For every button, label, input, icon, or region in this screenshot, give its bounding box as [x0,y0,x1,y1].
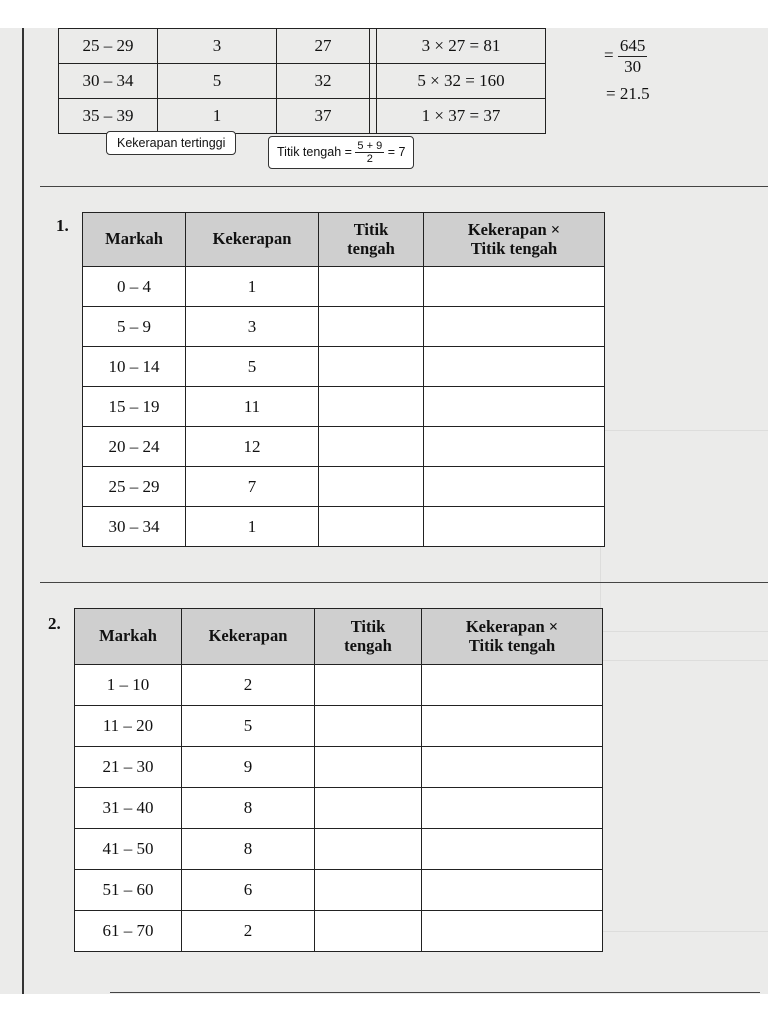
frequency-cell: 1 [186,267,319,307]
product-answer-cell[interactable] [424,347,605,387]
table-row [75,829,603,870]
table-header-row [75,609,603,665]
table-row [59,64,546,99]
class-range-cell: 51 – 60 [75,870,182,911]
section-divider [40,186,768,187]
class-range-cell: 1 – 10 [75,665,182,706]
midpoint-formula-note [268,136,414,169]
product-answer-cell[interactable] [422,665,603,706]
product-answer-cell[interactable] [422,870,603,911]
class-range-cell: 25 – 29 [83,467,186,507]
frequency-cell: 1 [158,99,277,134]
midpoint-answer-cell[interactable] [319,347,424,387]
midpoint-answer-cell[interactable] [319,387,424,427]
frequency-cell: 3 [158,29,277,64]
header-line: Titik tengah [470,238,558,258]
class-range-cell: 41 – 50 [75,829,182,870]
table-row [83,387,605,427]
frequency-cell: 3 [186,307,319,347]
midpoint-answer-cell[interactable] [315,706,422,747]
midpoint-answer-cell[interactable] [315,870,422,911]
midpoint-answer-cell[interactable] [319,307,424,347]
table-row [75,706,603,747]
bleed-through-shape [600,430,768,632]
header-titik-tengah [319,213,424,267]
question-1-table [82,212,605,547]
class-range-cell: 30 – 34 [83,507,186,547]
table-row [83,307,605,347]
fraction-denominator: 30 [624,57,642,76]
page-bottom-edge [110,992,760,993]
frequency-cell: 6 [182,870,315,911]
class-range-cell: 61 – 70 [75,911,182,952]
section-divider [40,582,768,583]
question-2-table [74,608,603,952]
class-range-cell: 35 – 39 [59,99,158,134]
product-answer-cell[interactable] [422,911,603,952]
product-answer-cell[interactable] [424,467,605,507]
mean-fraction [618,36,648,77]
header-markah: Markah [75,609,182,665]
class-range-cell: 0 – 4 [83,267,186,307]
table-row [83,507,605,547]
midpoint-answer-cell[interactable] [319,507,424,547]
midpoint-fraction [355,140,384,165]
header-line: tengah [347,238,395,258]
class-range-cell: 30 – 34 [59,64,158,99]
mean-calculation [604,36,647,77]
table-row [59,29,546,64]
midpoint-answer-cell[interactable] [315,911,422,952]
header-markah: Markah [83,213,186,267]
class-range-cell: 15 – 19 [83,387,186,427]
fraction-denominator: 2 [366,153,373,165]
bleed-through-shape [580,660,768,932]
midpoint-answer-cell[interactable] [315,829,422,870]
class-range-cell: 5 – 9 [83,307,186,347]
table-row [75,911,603,952]
column-divider [370,29,377,64]
header-line: tengah [344,635,392,655]
table-row [83,267,605,307]
frequency-cell: 2 [182,911,315,952]
frequency-cell: 7 [186,467,319,507]
midpoint-cell: 32 [277,64,370,99]
header-line: Kekerapan × [467,219,561,239]
class-range-cell: 31 – 40 [75,788,182,829]
product-cell: 1 × 37 = 37 [377,99,546,134]
header-line: Titik tengah [468,635,556,655]
frequency-cell: 5 [182,706,315,747]
column-divider [370,99,377,134]
example-table [58,28,546,134]
table-row [83,427,605,467]
frequency-cell: 9 [182,747,315,788]
frequency-cell: 5 [158,64,277,99]
product-answer-cell[interactable] [424,307,605,347]
mean-result: = 21.5 [606,84,650,103]
class-range-cell: 20 – 24 [83,427,186,467]
question-number: 1. [56,216,69,235]
midpoint-formula-result: = 7 [387,144,406,159]
table-row [75,747,603,788]
product-answer-cell[interactable] [422,829,603,870]
product-answer-cell[interactable] [424,387,605,427]
header-line: Titik [350,616,386,636]
class-range-cell: 11 – 20 [75,706,182,747]
frequency-cell: 12 [186,427,319,467]
class-range-cell: 10 – 14 [83,347,186,387]
frequency-cell: 1 [186,507,319,547]
header-line: Titik [353,219,389,239]
page-margin-line [22,28,24,994]
midpoint-answer-cell[interactable] [315,788,422,829]
table-row [83,347,605,387]
frequency-cell: 5 [186,347,319,387]
table-header-row [83,213,605,267]
midpoint-answer-cell[interactable] [315,665,422,706]
header-product [424,213,605,267]
frequency-cell: 2 [182,665,315,706]
midpoint-cell: 27 [277,29,370,64]
product-cell: 3 × 27 = 81 [377,29,546,64]
highest-frequency-note: Kekerapan tertinggi [106,131,236,155]
column-divider [370,64,377,99]
midpoint-answer-cell[interactable] [319,267,424,307]
header-product [422,609,603,665]
frequency-cell: 8 [182,829,315,870]
product-answer-cell[interactable] [424,267,605,307]
product-answer-cell[interactable] [422,788,603,829]
table-row [75,788,603,829]
midpoint-formula-prefix: Titik tengah = [277,144,352,159]
table-row [83,467,605,507]
header-line: Kekerapan × [465,616,559,636]
product-answer-cell[interactable] [422,706,603,747]
frequency-cell: 8 [182,788,315,829]
product-answer-cell[interactable] [422,747,603,788]
midpoint-answer-cell[interactable] [319,427,424,467]
midpoint-answer-cell[interactable] [315,747,422,788]
product-answer-cell[interactable] [424,427,605,467]
fraction-numerator: 5 + 9 [357,140,383,152]
table-row [75,665,603,706]
product-answer-cell[interactable] [424,507,605,547]
table-row [75,870,603,911]
class-range-cell: 21 – 30 [75,747,182,788]
frequency-cell: 11 [186,387,319,427]
fraction-numerator: 645 [619,36,646,55]
midpoint-cell: 37 [277,99,370,134]
equals-sign: = [604,45,614,65]
header-kekerapan: Kekerapan [186,213,319,267]
product-cell: 5 × 32 = 160 [377,64,546,99]
header-kekerapan: Kekerapan [182,609,315,665]
midpoint-answer-cell[interactable] [319,467,424,507]
table-row [59,99,546,134]
class-range-cell: 25 – 29 [59,29,158,64]
header-titik-tengah [315,609,422,665]
question-number: 2. [48,614,61,633]
